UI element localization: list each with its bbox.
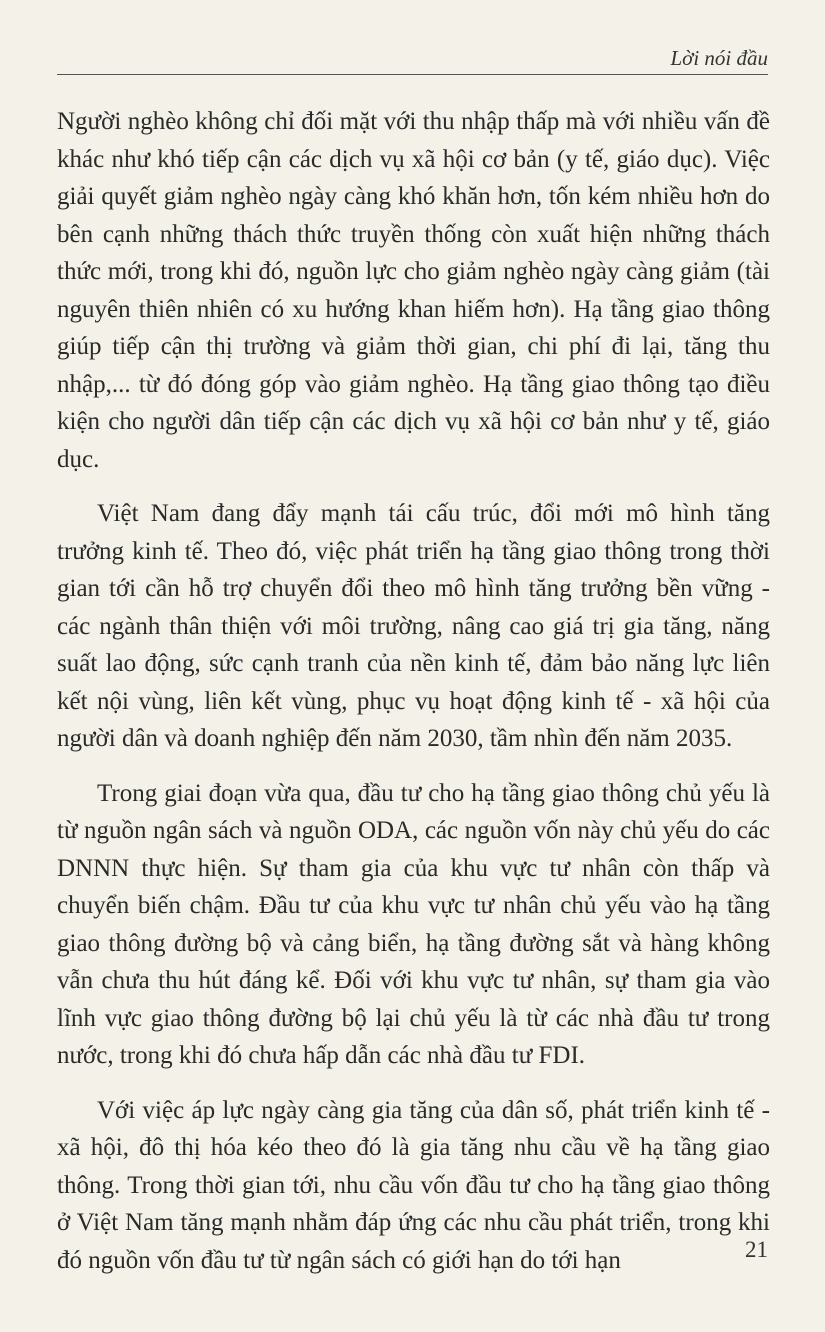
running-header: Lời nói đầu [670,46,768,70]
paragraph: Với việc áp lực ngày càng gia tăng của dân số, phát triển kinh tế - xã hội, đô thị hóa kéo theo đó là gia tăng nhu cầu về hạ tầng giao thông. Trong thời gian tới, nhu cầu vốn đầu tư cho hạ tầng giao thông ở Việt Nam tăng mạnh nhằm đáp ứng các nhu cầu phát triển, trong khi đó nguồn vốn đầu tư từ ngân sách có giới hạn do tới hạn [57,1096,770,1274]
paragraph: Người nghèo không chỉ đối mặt với thu nhập thấp mà với nhiều vấn đề khác như khó tiếp cận các dịch vụ xã hội cơ bản (y tế, giáo dục). Việc giải quyết giảm nghèo ngày càng khó khăn hơn, tốn kém nhiều hơn do bên cạnh những thách thức truyền thống còn xuất hiện những thách thức mới, trong khi đó, nguồn lực cho giảm nghèo ngày càng giảm (tài nguyên thiên nhiên có xu hướng khan hiếm hơn). Hạ tầng giao thông giúp tiếp cận thị trường và giảm thời gian, chi phí đi lại, tăng thu nhập,... từ đó đóng góp vào giảm nghèo. Hạ tầng giao thông tạo điều kiện cho người dân tiếp cận các dịch vụ xã hội cơ bản như y tế, giáo dục. [57,108,770,473]
header-rule [57,74,768,75]
paragraph: Trong giai đoạn vừa qua, đầu tư cho hạ tầng giao thông chủ yếu là từ nguồn ngân sách và nguồn ODA, các nguồn vốn này chủ yếu do các DNNN thực hiện. Sự tham gia của khu vực tư nhân còn thấp và chuyển biến chậm. Đầu tư của khu vực tư nhân chủ yếu vào hạ tầng giao thông đường bộ và cảng biển, hạ tầng đường sắt và hàng không vẫn chưa thu hút đáng kể. Đối với khu vực tư nhân, sự tham gia vào lĩnh vực giao thông đường bộ lại chủ yếu là từ các nhà đầu tư trong nước, trong khi đó chưa hấp dẫn các nhà đầu tư FDI. [57,779,770,1069]
page-number: 21 [745,1237,768,1262]
paragraph: Việt Nam đang đẩy mạnh tái cấu trúc, đổi mới mô hình tăng trưởng kinh tế. Theo đó, việc phát triển hạ tầng giao thông trong thời gian tới cần hỗ trợ chuyển đổi theo mô hình tăng trưởng bền vững - các ngành thân thiện với môi trường, nâng cao giá trị gia tăng, năng suất lao động, sức cạnh tranh của nền kinh tế, đảm bảo năng lực liên kết nội vùng, liên kết vùng, phục vụ hoạt động kinh tế - xã hội của người dân và doanh nghiệp đến năm 2030, tầm nhìn đến năm 2035. [57,500,770,752]
body-text [57,103,770,1296]
